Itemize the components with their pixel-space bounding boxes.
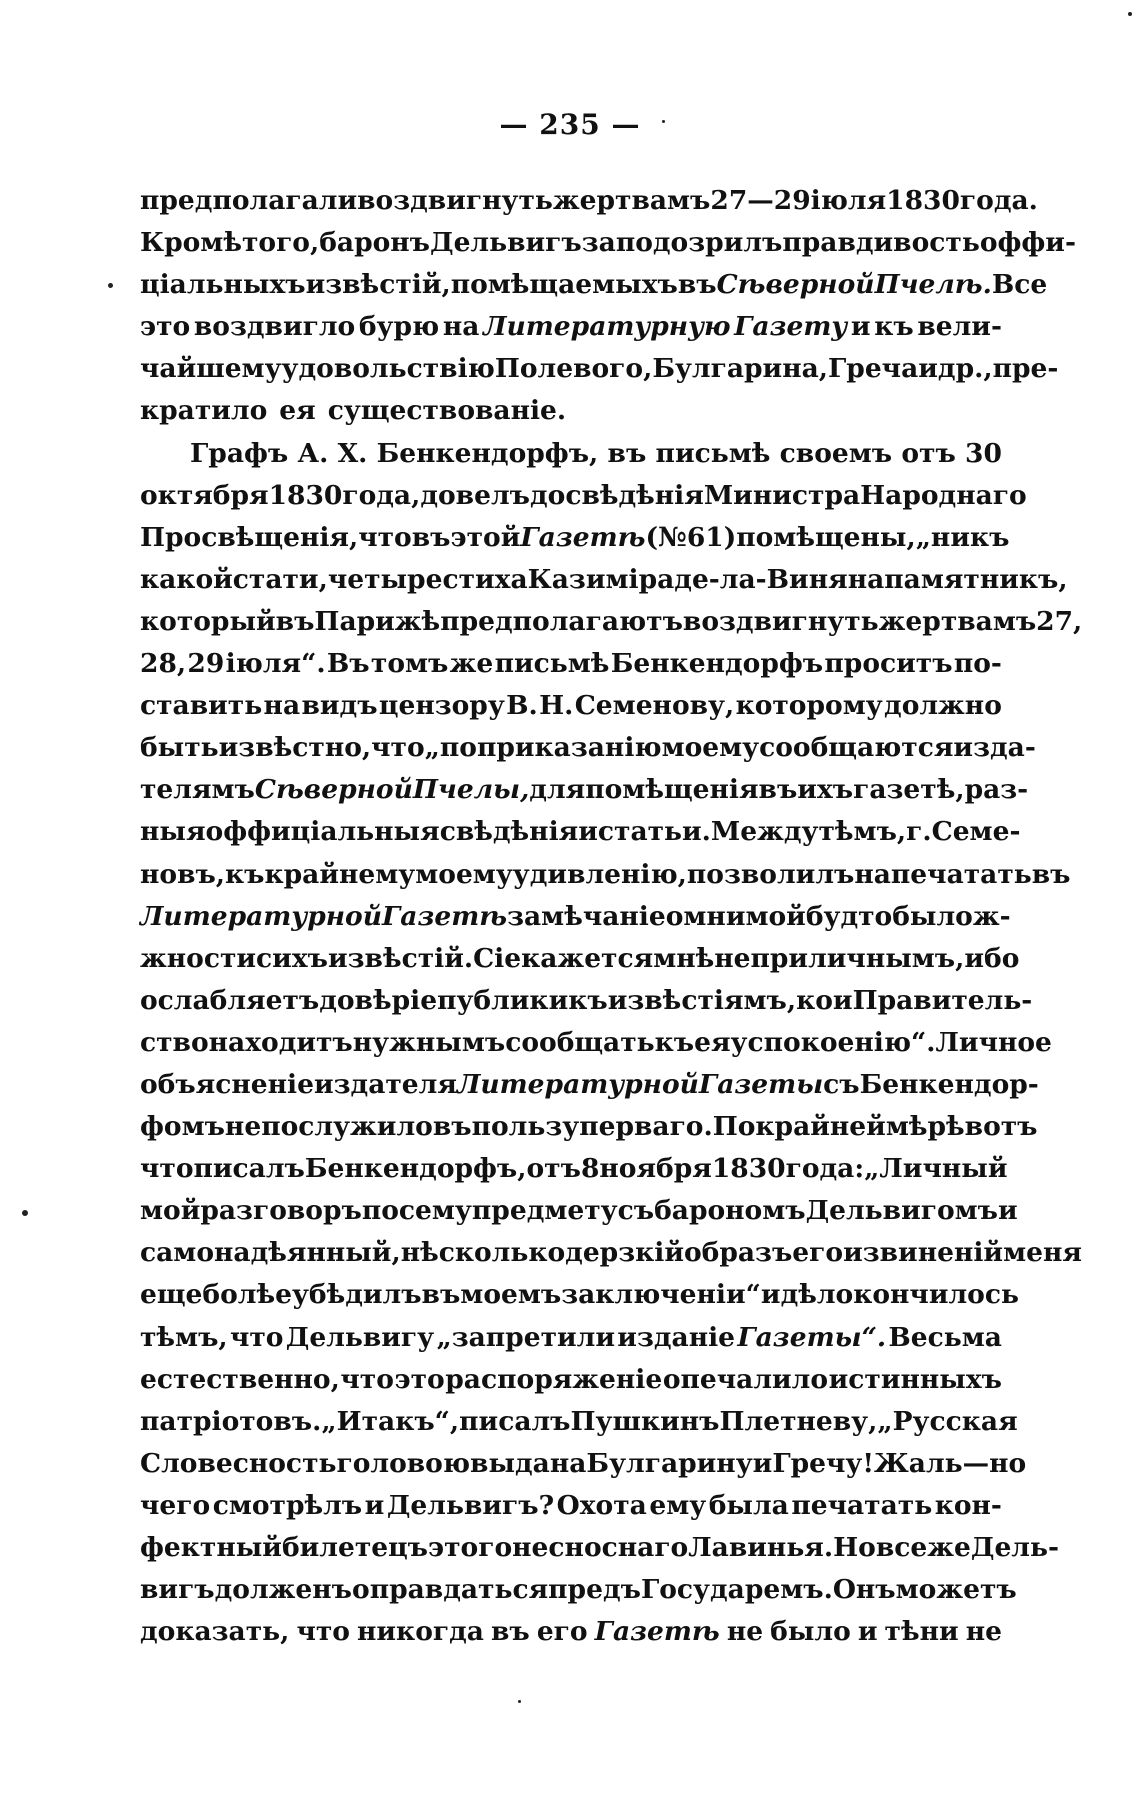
text-line: патріотовъ. „И такъ“, писалъ Пушкинъ Плетневу, „Русская — [140, 1405, 1018, 1437]
scan-speck — [518, 1700, 521, 1703]
text-line: 28, 29 іюля“. Въ томъ же письмѣ Бенкендорфъ проситъ по- — [140, 648, 1002, 680]
text-line: который въ Парижѣ предполагаютъ воздвигнуть жертвамъ 27, — [140, 605, 1083, 637]
text-line: что писалъ Бенкендорфъ, отъ 8 ноября 1830 года: „Личный — [140, 1153, 1008, 1185]
scan-speck — [1128, 12, 1132, 16]
scan-speck — [662, 120, 665, 123]
text-line: чайшему удовольствію Полевого, Булгарина, Греча и др., пре- — [140, 353, 1059, 385]
text-line: предполагали воздвигнуть жертвамъ 27—29 іюля 1830 года. — [140, 185, 1038, 216]
text-line: новъ, къ крайнему моему удивленію, позволилъ напечатать въ — [140, 858, 1071, 890]
scan-speck — [108, 283, 113, 288]
text-line: ство находитъ нужнымъ сообщать къ ея успокоенію“. Личное — [140, 1026, 1052, 1058]
text-line: ослабляетъ довѣріе публики къ извѣстіямъ, кои Правитель- — [140, 984, 1033, 1016]
text-line: какой стати, четыре стиха Казиміра де-ла-Виня на памятникъ, — [140, 563, 1068, 595]
text-line: Кромѣ того, баронъ Дельвигъ заподозрилъ правдивость оффи- — [140, 227, 1076, 259]
text-line: тѣмъ, что Дельвигу „запретили изданіе Газеты“. Весьма — [140, 1321, 1002, 1353]
text-line: фомъ не послужило въ пользу перваго. По крайней мѣрѣ вотъ — [140, 1111, 1038, 1143]
text-line: Литературной Газетѣ замѣчаніе о мнимой будто бы лож- — [140, 900, 1011, 932]
scan-speck — [22, 1210, 28, 1216]
text-line: мой разговоръ по сему предмету съ барономъ Дельвигомъ и — [140, 1195, 1018, 1227]
text-line: Словесность головою выдана Булгарину и Гречу! Жаль—но — [140, 1447, 1027, 1479]
text-line: телямъ Сѣверной Пчелы, для помѣщенія въ ихъ газетѣ, раз- — [140, 774, 1029, 806]
text-line: доказать, что никогда въ его Газетѣ не было и тѣни не — [140, 1616, 1002, 1648]
text-line: еще болѣе убѣдилъ въ моемъ заключеніи“ и дѣло кончилось — [140, 1279, 1019, 1311]
page-number: — 235 — — [499, 108, 641, 141]
text-line: жности сихъ извѣстій. Сіе кажется мнѣ неприличнымъ, ибо — [140, 942, 1020, 974]
text-line: ціальныхъ извѣстій, помѣщаемыхъ въ Сѣверной Пчелѣ. Все — [140, 269, 1048, 301]
text-line: ставить на видъ цензору В. Н. Семенову, которому должно — [140, 690, 1002, 722]
text-line: Просвѣщенія, что въ этой Газетѣ (№ 61) помѣщены, „ни къ — [140, 521, 1010, 553]
text-line: кратило ея существованіе. — [140, 395, 567, 427]
text-line: вигъ долженъ оправдаться предъ Государемъ. Онъ можетъ — [140, 1574, 1017, 1606]
text-line: ныя оффиціальныя свѣдѣнія и статьи. Между тѣмъ, г. Семе- — [140, 816, 1021, 848]
text-line: Графъ А. Х. Бенкендорфъ, въ письмѣ своемъ отъ 30 — [190, 437, 1002, 469]
text-line: естественно, что это распоряженіе опечалило истинныхъ — [140, 1363, 1002, 1395]
text-line: это воздвигло бурю на Литературную Газету и къ вели- — [140, 311, 1002, 343]
text-line: быть извѣстно, что „по приказанію моему сообщаются изда- — [140, 732, 1036, 764]
text-line: фектный билетецъ этого несноснаго Лавинья. Но все же Дель- — [140, 1532, 1059, 1563]
text-line: самонадѣянный, нѣсколько дерзкій образъ его извиненій меня — [140, 1237, 1082, 1269]
text-line: чего смотрѣлъ и Дельвигъ? Охота ему была печатать кон- — [140, 1489, 1002, 1521]
text-line: объясненіе издателя Литературной Газеты съ Бенкендор- — [140, 1068, 1039, 1100]
body-text — [140, 180, 1083, 1653]
text-line: октября 1830 года, довелъ до свѣдѣнія Министра Народнаго — [140, 479, 1027, 511]
